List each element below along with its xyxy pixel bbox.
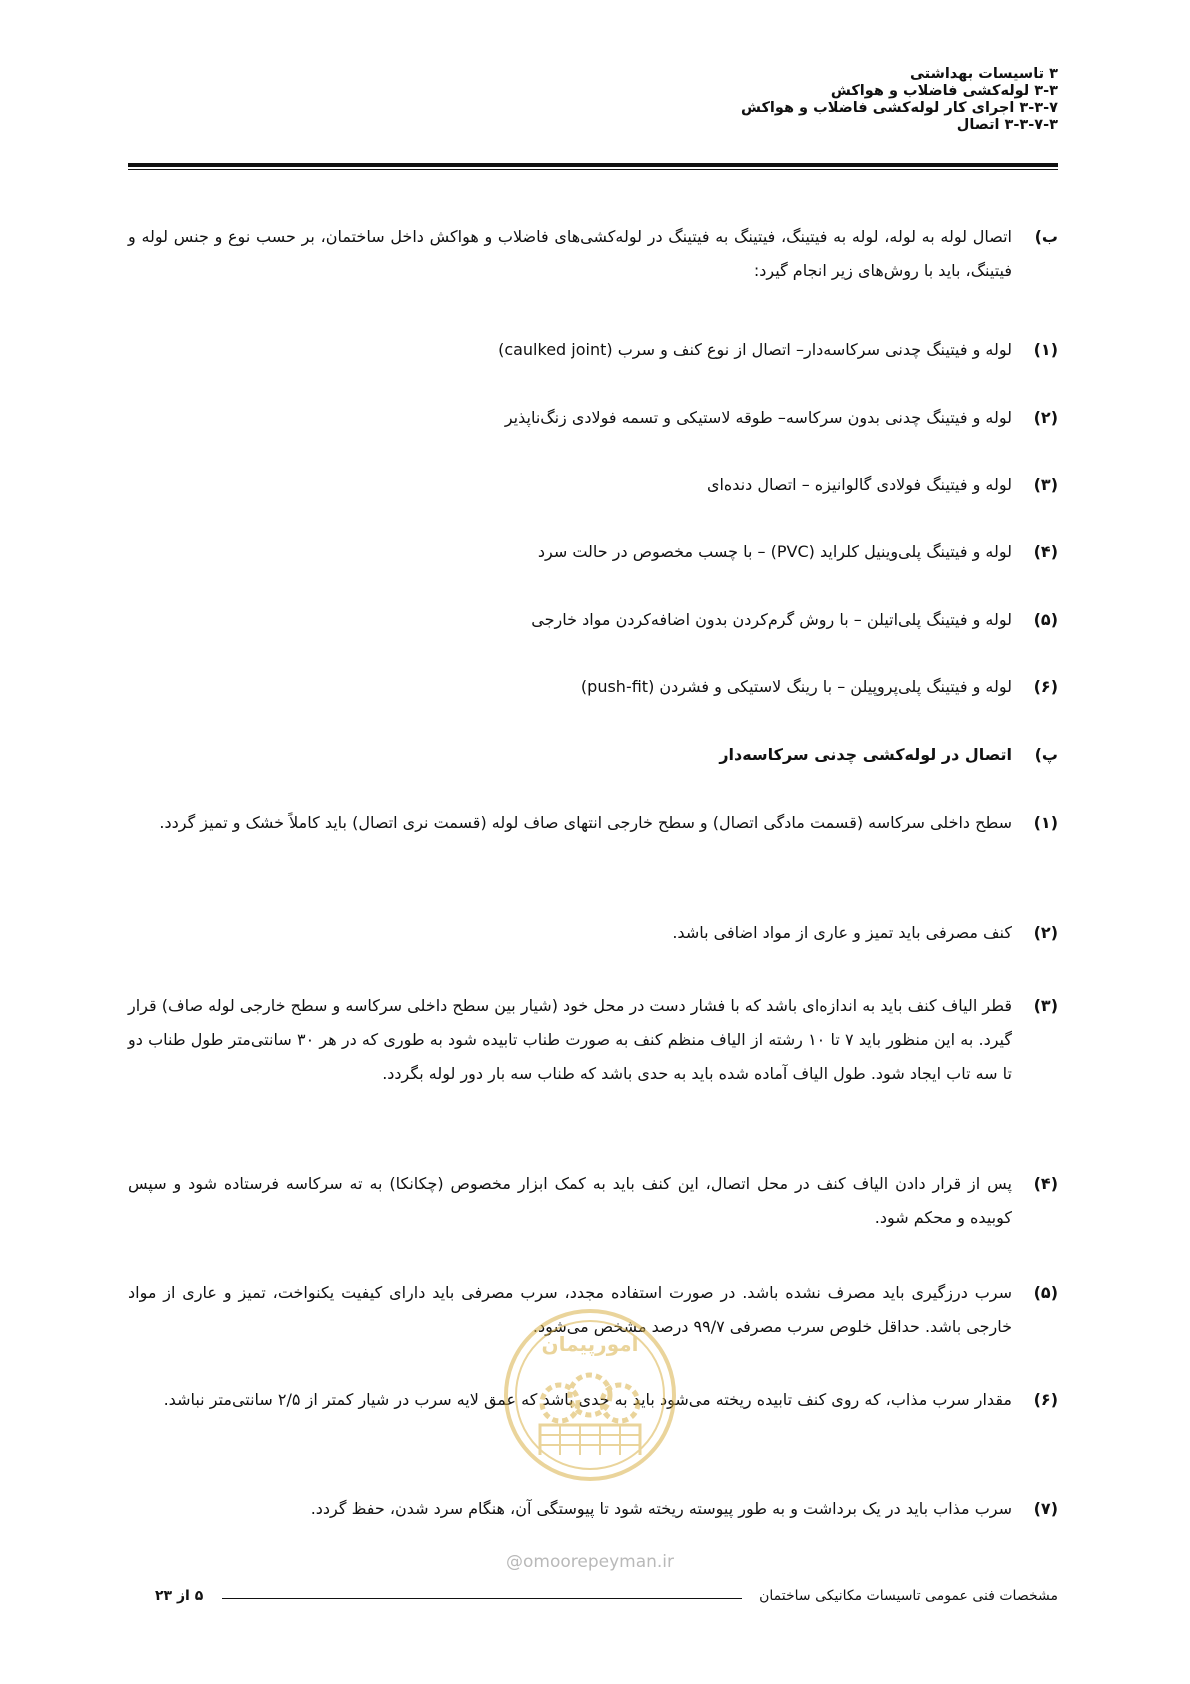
list-item <box>128 401 1058 435</box>
list-item <box>128 1167 1058 1235</box>
section-b-paragraph <box>128 220 1058 288</box>
list-text: قطر الیاف کنف باید به اندازه‌ای باشد که با فشار دست در محل خود (شیار بین سطح داخلی سرکاسه و سطح خارجی لوله صاف) قرار گیرد. به این منظور باید ۷ تا ۱۰ رشته از الیاف منظم کنف به صورت طناب تابیده شود به طوری که در هر ۳۰ سانتی‌متر طول طناب دو تا سه تاب ایجاد شود. طول الیاف آماده شده باید به حدی باشد که طناب سه بار دور لوله بگردد. <box>128 996 1012 1083</box>
list-text: لوله و فیتینگ پلی‌اتیلن – با روش گرم‌کردن بدون اضافه‌کردن مواد خارجی <box>531 610 1012 629</box>
list-item <box>128 916 1058 950</box>
document-header <box>128 66 1058 134</box>
header-chapter: ۳ تاسیسات بهداشتی <box>909 66 1058 82</box>
section-p-title: اتصال در لوله‌کشی چدنی سرکاسه‌دار <box>719 745 1012 764</box>
list-text: لوله و فیتینگ فولادی گالوانیزه – اتصال دنده‌ای <box>706 475 1012 494</box>
list-marker: (۷) <box>1033 1499 1058 1518</box>
list-text: سطح داخلی سرکاسه (قسمت مادگی اتصال) و سطح خارجی انتهای صاف لوله (قسمت نری اتصال) باید کاملاً خشک و تمیز گردد. <box>159 813 1012 832</box>
section-p-heading <box>128 738 1058 772</box>
list-item <box>128 468 1058 502</box>
list-marker: (۴) <box>1033 542 1058 561</box>
list-text: سرب مذاب باید در یک برداشت و به طور پیوسته ریخته شود تا پیوستگی آن، هنگام سرد شدن، حفظ گردد. <box>310 1499 1012 1518</box>
list-text: مقدار سرب مذاب، که روی کنف تابیده ریخته می‌شود باید به حدی باشد که عمق لایه سرب در شیار کمتر از ۲/۵ سانتی‌متر نباشد. <box>163 1390 1012 1409</box>
list-marker: (۶) <box>1033 1390 1058 1409</box>
section-b-marker: ب) <box>1034 227 1058 246</box>
watermark-logo-icon <box>500 1305 680 1485</box>
section-b-text: اتصال لوله به لوله، لوله به فیتینگ، فیتینگ به فیتینگ در لوله‌کشی‌های فاضلاب و هواکش داخل ساختمان، بر حسب نوع و جنس لوله و فیتینگ، باید با روش‌های زیر انجام گیرد: <box>128 227 1012 280</box>
list-marker: (۵) <box>1033 1283 1058 1302</box>
header-topic: ۳-۳-۷-۳ اتصال <box>956 117 1058 133</box>
list-item <box>128 333 1058 367</box>
list-marker: (۳) <box>1033 475 1058 494</box>
list-marker: (۱) <box>1033 340 1058 359</box>
header-section: ۳-۳ لوله‌کشی فاضلاب و هواکش <box>830 83 1058 99</box>
list-text: لوله و فیتینگ پلی‌وینیل کلراید (PVC) – با چسب مخصوص در حالت سرد <box>537 542 1012 561</box>
list-text: پس از قرار دادن الیاف کنف در محل اتصال، این کنف باید به کمک ابزار مخصوص (چکانکا) به ته سرکاسه فرستاده شود و سپس کوبیده و محکم شود. <box>128 1174 1012 1227</box>
list-item <box>128 603 1058 637</box>
list-text: سرب درزگیری باید مصرف نشده باشد. در صورت استفاده مجدد، سرب مصرفی باید دارای کیفیت یکنواخت، تمیز و عاری از مواد خارجی باشد. حداقل خلوص سرب مصرفی ۹۹/۷ درصد مشخص می‌شود. <box>128 1283 1012 1336</box>
list-marker: (۶) <box>1033 677 1058 696</box>
list-marker: (۵) <box>1033 610 1058 629</box>
header-subsection: ۳-۳-۷ اجرای کار لوله‌کشی فاضلاب و هواکش <box>740 100 1058 116</box>
footer-divider <box>222 1598 742 1599</box>
watermark-url: @omoorepeyman.ir <box>505 1552 675 1572</box>
list-item <box>128 670 1058 704</box>
list-text: کنف مصرفی باید تمیز و عاری از مواد اضافی باشد. <box>672 923 1012 942</box>
list-item <box>128 989 1058 1091</box>
list-marker: (۴) <box>1033 1174 1058 1193</box>
list-marker: (۲) <box>1033 408 1058 427</box>
section-p-marker: پ) <box>1034 745 1058 764</box>
watermark-logo-text: امورپیمان <box>541 1332 639 1356</box>
list-text: لوله و فیتینگ پلی‌پروپیلن – با رینگ لاستیکی و فشردن (push-fit) <box>580 677 1012 696</box>
footer-page-number: ۵ از ۲۳ <box>155 1588 204 1604</box>
list-marker: (۲) <box>1033 923 1058 942</box>
list-marker: (۳) <box>1033 996 1058 1015</box>
list-text: لوله و فیتینگ چدنی بدون سرکاسه– طوقه لاستیکی و تسمه فولادی زنگ‌ناپذیر <box>504 408 1012 427</box>
list-item <box>128 535 1058 569</box>
header-divider-thick <box>128 163 1058 167</box>
list-marker: (۱) <box>1033 813 1058 832</box>
list-item <box>128 806 1058 840</box>
footer-title: مشخصات فنی عمومی تاسیسات مکانیکی ساختمان <box>759 1588 1058 1604</box>
list-item <box>128 1492 1058 1526</box>
header-divider-thin <box>128 169 1058 170</box>
list-text: لوله و فیتینگ چدنی سرکاسه‌دار– اتصال از نوع کنف و سرب (caulked joint) <box>498 340 1012 359</box>
